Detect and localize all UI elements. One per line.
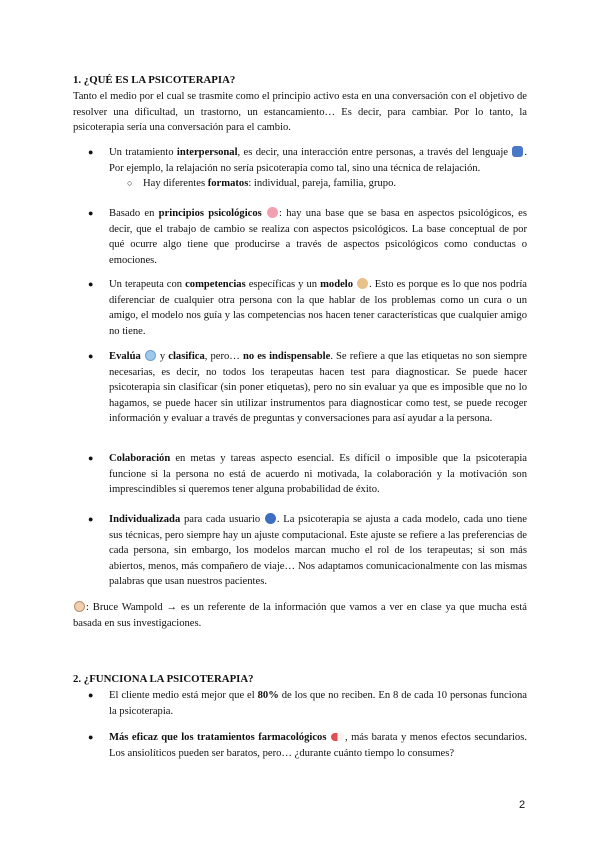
section-1-intro: Tanto el medio por el cual se trasmite como el principio activo esta en una conversación con el objetivo de resolver una dificultad, un trastorno, un estancamiento… Es decir, para cambiar. Por lo tanto, la psicoterapia sería una conversación para el cambio. xyxy=(73,91,527,134)
section-1-heading: 1. ¿QUÉ ES LA PSICOTERAPIA? xyxy=(73,74,236,86)
bullet-marker: ● xyxy=(88,453,94,463)
pill-icon xyxy=(331,733,344,741)
list-item-principios: Basado en principios psicológicos : hay una base que se basa en aspectos psicológicos, es decir, que el trabajo de cambio se realiza con aspectos psicológicos. La base conceptual de por qué ocurre algo tiene que producirse a través de aspectos psicológicos como conductas o emociones. xyxy=(109,208,527,266)
list-item-individualizada: Individualizada para cada usuario . La psicoterapia se ajusta a cada modelo, cada uno tiene sus técnicas, pero siempre hay un ajuste computacional. Este ajuste se refiere a las preferencias de cada persona, sin embargo, los modelos marcan mucho el rol de los terapeutas; si son más abiertos, menos, más compañero de viaje… Nos adaptamos comunicacionalmente con las mismas palabras que usan nuestros pacientes. xyxy=(109,514,527,588)
bullet-marker: ● xyxy=(88,514,94,524)
list-item-colaboracion: Colaboración en metas y tareas aspecto esencial. Es difícil o imposible que la psicoterapia funcione si la persona no está de acuerdo ni motivada, la colaboración y la motivación son imprescindibles si queremos tener alguna probabilidad de éxito. xyxy=(109,453,527,496)
bullet-marker: ● xyxy=(88,147,94,157)
bullet-marker: ● xyxy=(88,690,94,700)
bullet-marker: ● xyxy=(88,732,94,742)
people-icon xyxy=(512,146,523,157)
page-number: 2 xyxy=(519,799,526,811)
sub-bullet-marker: ○ xyxy=(127,178,133,188)
list-item-evalua: Evalúa y clasifica, pero… no es indispensable. Se refiere a que las etiquetas no son siempre necesarias, es decir, no todos los terapeutas hacen test para diagnosticar. Se puede hacer psicoterapia sin clasificar (sin poner etiquetas), pero no sin evaluar ya que es imposible que no lo hagamos, se puede hacer sin utilizar instrumentos para diagnosticar como test, se puede recoger información y evaluar a través de preguntas y conversaciones para así ayudar a la persona. xyxy=(109,351,527,425)
man-face-icon xyxy=(74,601,85,612)
list-item-competencias: Un terapeuta con competencias específicas y un modelo . Esto es porque es lo que nos podría diferenciar de cualquier otra persona con la que hablar de los problemas como un cura o un amigo, el modelo nos guía y las competencias nos hacen tener características que cualquier amigo no tiene. xyxy=(109,279,527,337)
list-item-cliente-medio: El cliente medio está mejor que el 80% de los que no reciben. En 8 de cada 10 personas funciona la psicoterapia. xyxy=(109,690,527,717)
person-icon xyxy=(357,278,368,289)
list-item-interpersonal: Un tratamiento interpersonal, es decir, una interacción entre personas, a través del lenguaje . Por ejemplo, la relajación no sería psicoterapia como tal, sino una técnica de relajación. xyxy=(109,147,527,174)
bullet-marker: ● xyxy=(88,208,94,218)
wampold-note: : Bruce Wampold → es un referente de la información que vamos a ver en clase ya que mucha está basada en sus investigaciones. xyxy=(73,602,527,629)
bullet-marker: ● xyxy=(88,351,94,361)
bullet-marker: ● xyxy=(88,279,94,289)
user-icon xyxy=(265,513,276,524)
section-2-heading: 2. ¿FUNCIONA LA PSICOTERAPIA? xyxy=(73,673,254,685)
brain-icon xyxy=(267,207,278,218)
list-item-eficaz: Más eficaz que los tratamientos farmacológicos , más barata y menos efectos secundarios. Los ansiolíticos pueden ser baratos, pero… ¿durante cuánto tiempo lo consumes? xyxy=(109,732,528,759)
search-icon xyxy=(145,350,156,361)
sub-item-formatos: Hay diferentes formatos: individual, pareja, familia, grupo. xyxy=(143,178,397,189)
